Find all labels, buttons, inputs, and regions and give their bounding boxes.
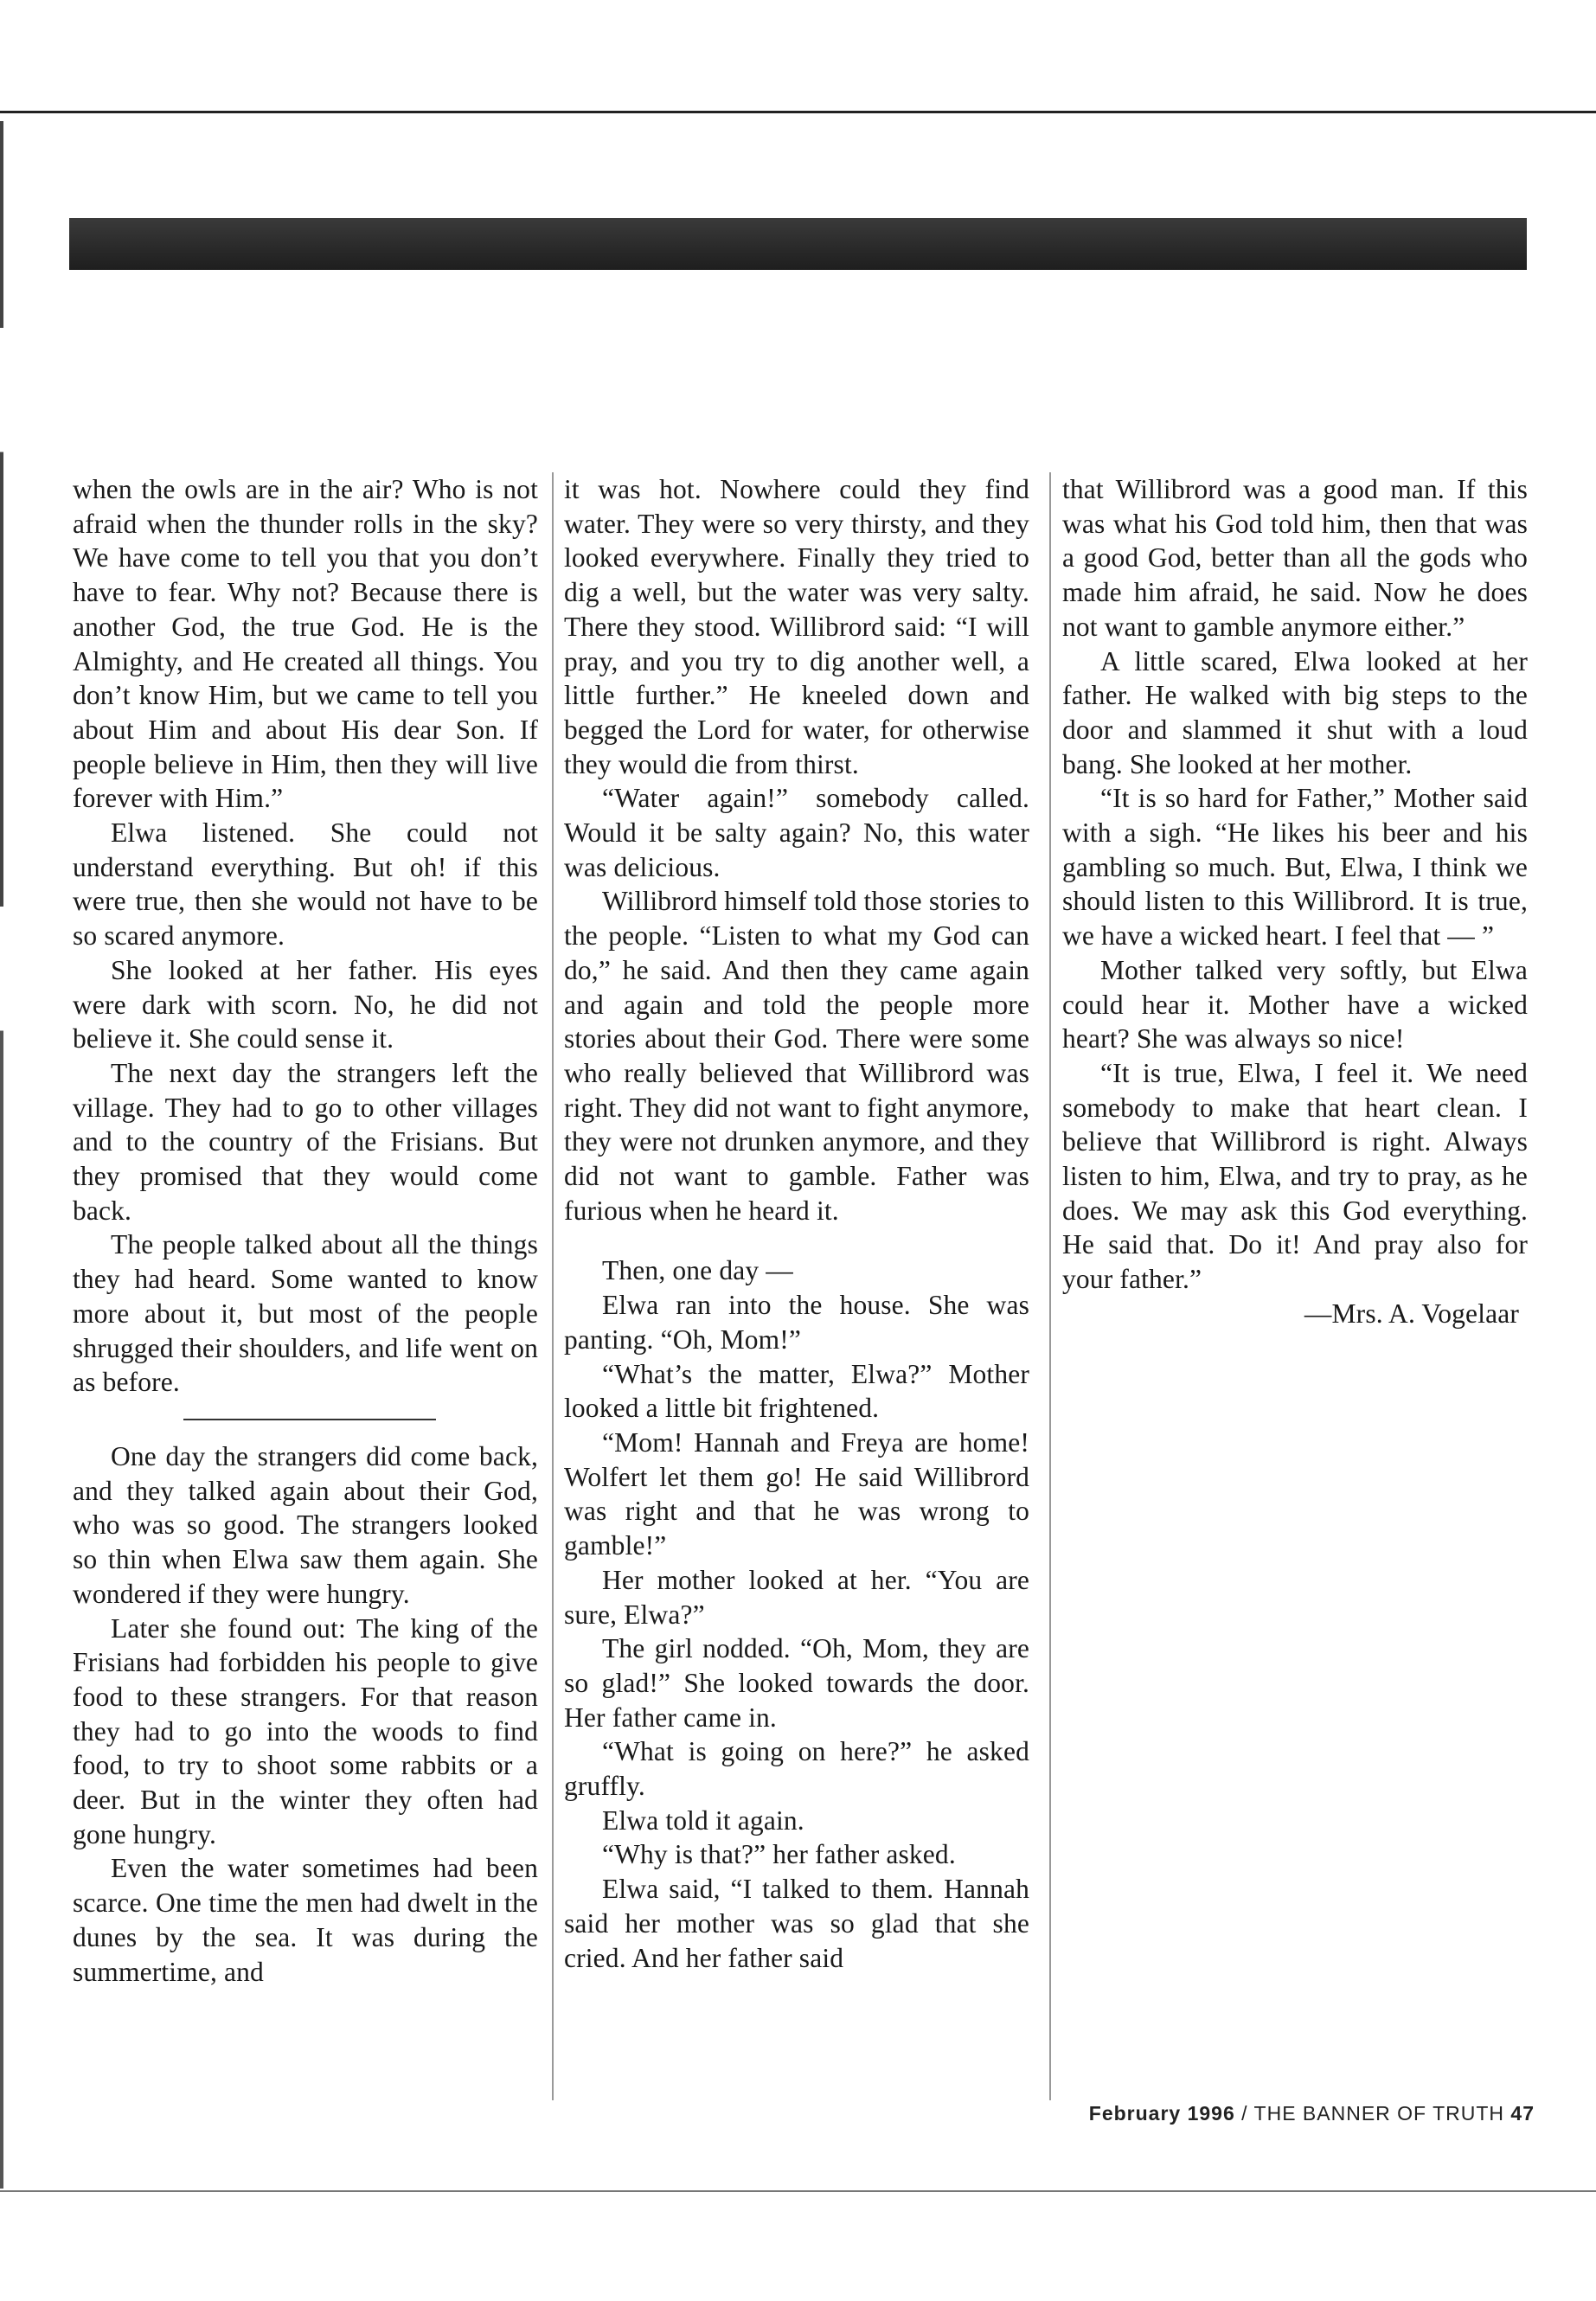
column-divider-2 [1049, 472, 1051, 2100]
paragraph: “It is true, Elwa, I feel it. We need somebody to make that heart clean. I believe that Willibrord is right. Always listen to him, Elwa, and try to pray, as he does. We may ask this God everything. He said that. Do it! And pray also for your father.” [1062, 1057, 1528, 1295]
paragraph: Her mother looked at her. “You are sure, Elwa?” [564, 1564, 1029, 1630]
page-footer [1050, 2102, 1535, 2125]
paragraph: Elwa said, “I talked to them. Hannah said her mother was so glad that she cried. And her father said [564, 1874, 1029, 1973]
paragraph: A little scared, Elwa looked at her father. He walked with big steps to the door and slammed it shut with a loud bang. She looked at her mother. [1062, 645, 1528, 779]
paragraph: it was hot. Nowhere could they find water. They were so very thirsty, and they looked everywhere. Finally they tried to dig a well, but the water was very salty. There they stood. Willibrord said: “I will pray, and you try to dig another well, a little further.” He kneeled down and begged the Lord for water, for otherwise they would die from thirst. [564, 474, 1029, 779]
text-column-1 [73, 472, 538, 1989]
footer-separator: / [1241, 2102, 1248, 2125]
author-signature: —Mrs. A. Vogelaar [1304, 1298, 1519, 1329]
scan-left-edge [0, 121, 3, 2189]
paragraph: “What is going on here?” he asked gruffly. [564, 1736, 1029, 1802]
paragraph: “Mom! Hannah and Freya are home! Wolfert let them go! He said Willibrord was right and that he was wrong to gamble!” [564, 1426, 1029, 1561]
footer-publication: THE BANNER OF TRUTH [1253, 2102, 1505, 2125]
section-break-rule [183, 1419, 436, 1420]
column-divider-1 [552, 472, 554, 2100]
paragraph: The next day the strangers left the village. They had to go to other villages and to the country of the Frisians. But they promised that they would come back. [73, 1057, 538, 1226]
paragraph: “Water again!” somebody called. Would it be salty again? No, this water was delicious. [564, 783, 1029, 882]
paragraph: Mother talked very softly, but Elwa could hear it. Mother have a wicked heart? She was always so nice! [1062, 954, 1528, 1054]
paragraph: Later she found out: The king of the Frisians had forbidden his people to give food to these strangers. For that reason they had to go into the woods to find food, to try to shoot some rabbits or a deer. But in the winter they often had gone hungry. [73, 1612, 538, 1849]
paragraph: “What’s the matter, Elwa?” Mother looked a little bit frightened. [564, 1358, 1029, 1424]
top-rule [0, 111, 1596, 113]
footer-date: February 1996 [1088, 2102, 1235, 2125]
paragraph: “It is so hard for Father,” Mother said with a sigh. “He likes his beer and his gambling so much. But, Elwa, I think we should listen to this Willibrord. It is true, we have a wicked heart. I feel that — ” [1062, 783, 1528, 952]
paragraph: Willibrord himself told those stories to the people. “Listen to what my God can do,” he said. And then they came again and again and told the people more stories about their God. There were some who really believed that Willibrord was right. They did not want to fight anymore, they were not drunken anymore, and they did not want to gamble. Father was furious when he heard it. [564, 886, 1029, 1226]
page-number: 47 [1510, 2102, 1535, 2125]
paragraph: Then, one day — [602, 1255, 793, 1286]
paragraph: Elwa told it again. [602, 1804, 804, 1836]
paragraph: She looked at her father. His eyes were dark with scorn. No, he did not believe it. She could sense it. [73, 954, 538, 1054]
paragraph: The girl nodded. “Oh, Mom, they are so glad!” She looked towards the door. Her father came in. [564, 1633, 1029, 1733]
paragraph: “Why is that?” her father asked. [602, 1839, 956, 1870]
scene-break [564, 1227, 1029, 1253]
paragraph: Even the water sometimes had been scarce. One time the men had dwelt in the dunes by the sea. It was during the summertime, and [73, 1853, 538, 1987]
text-column-3 [1062, 472, 1528, 1331]
paragraph: The people talked about all the things they had heard. Some wanted to know more about it, but most of the people shrugged their shoulders, and life went on as before. [73, 1229, 538, 1398]
text-column-2 [564, 472, 1029, 1975]
paragraph: One day the strangers did come back, and they talked again about their God, who was so good. The strangers looked so thin when Elwa saw them again. She wondered if they were hungry. [73, 1440, 538, 1609]
paragraph: Elwa listened. She could not understand everything. But oh! if this were true, then she would not have to be so scared anymore. [73, 817, 538, 952]
paragraph: Elwa ran into the house. She was panting. “Oh, Mom!” [564, 1290, 1029, 1355]
paragraph: when the owls are in the air? Who is not afraid when the thunder rolls in the sky? We have come to tell you that you don’t have to fear. Why not? Because there is another God, the true God. He is the Almighty, and He created all things. You don’t know Him, but we came to tell you about Him and about His dear Son. If people believe in Him, then they will live forever with Him.” [73, 474, 538, 814]
paragraph: that Willibrord was a good man. If this was what his God told him, then that was a good God, better than all the gods who made him afraid, he said. Now he does not want to gamble anymore either.” [1062, 474, 1528, 642]
bottom-rule [0, 2190, 1596, 2192]
header-banner [69, 218, 1527, 270]
